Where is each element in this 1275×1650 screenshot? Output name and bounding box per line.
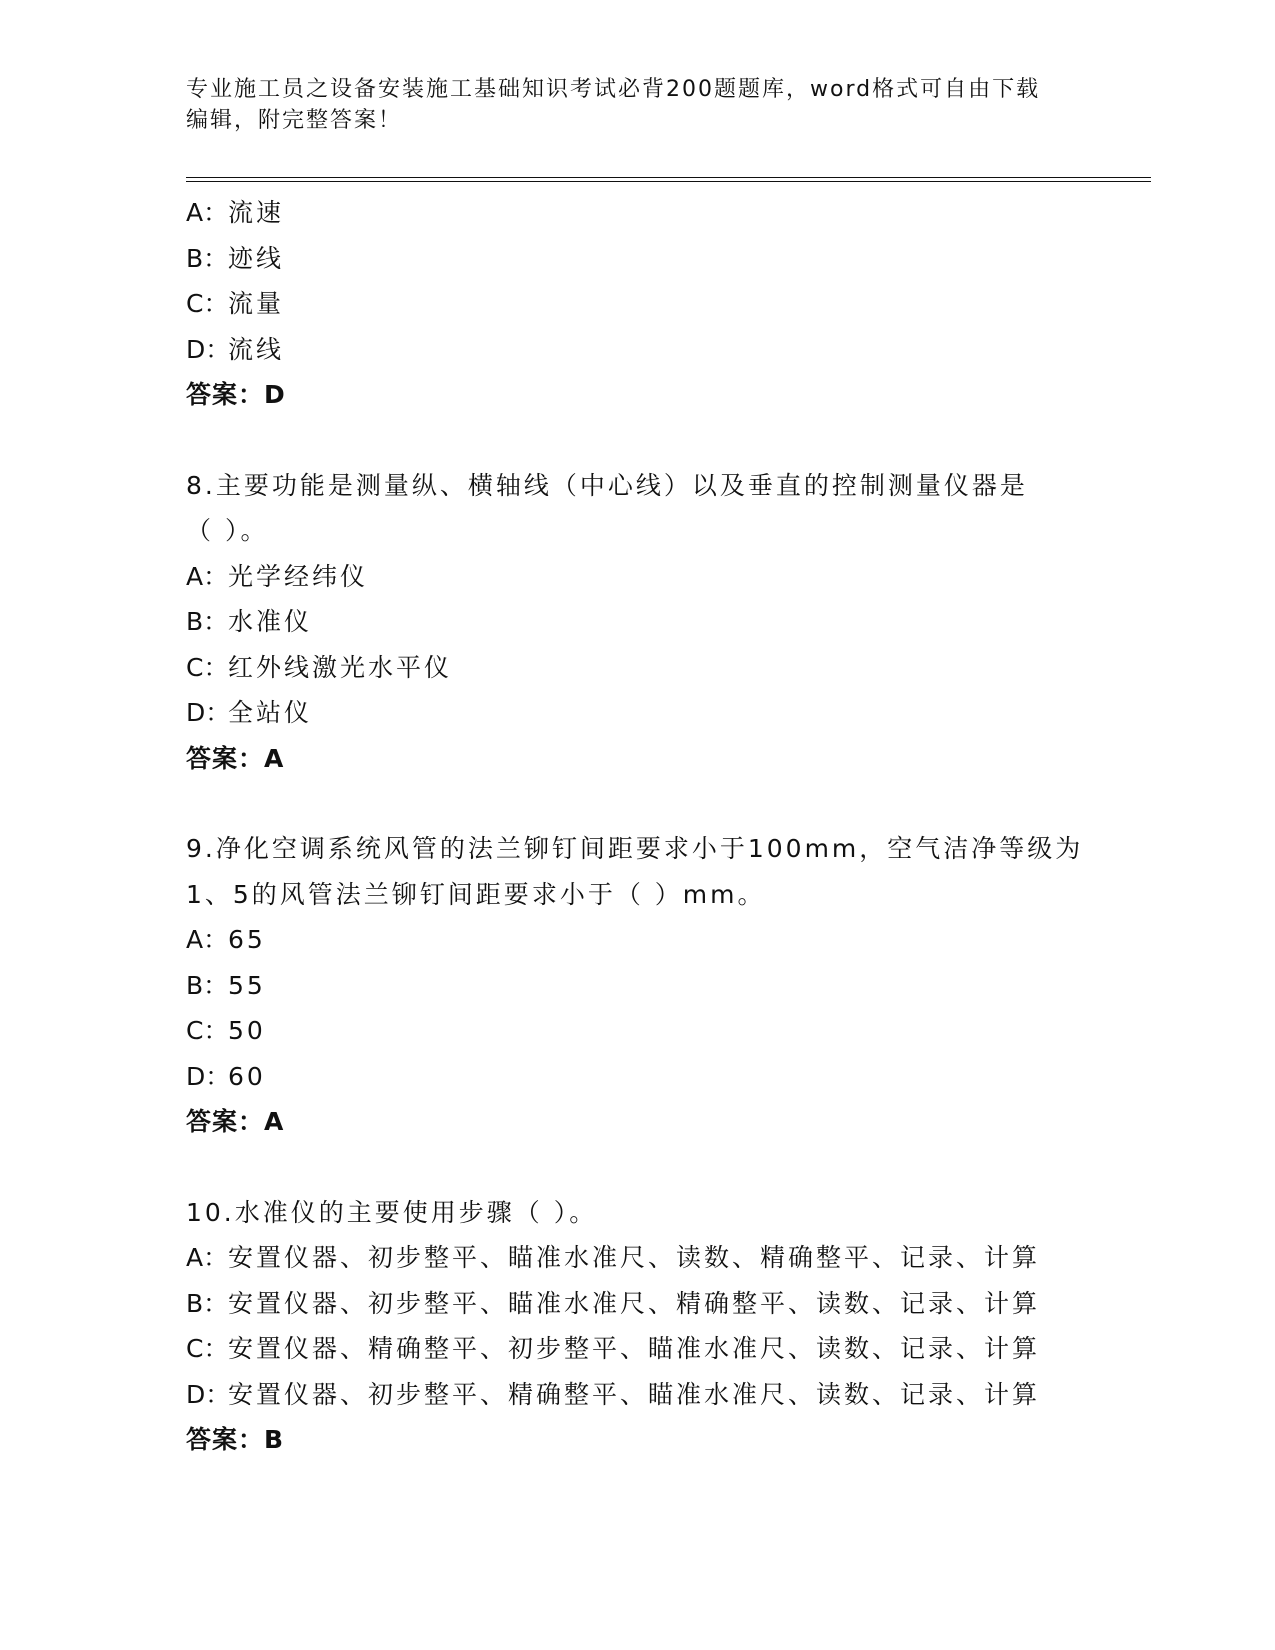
option-a: [186, 917, 1136, 963]
option-key: D：: [186, 698, 231, 727]
option-key: C：: [186, 1016, 229, 1045]
option-a: [186, 190, 1136, 236]
answer: 答案：A: [186, 743, 285, 773]
option-c: [186, 645, 1136, 691]
answer: 答案：A: [186, 1107, 285, 1136]
option-key: B：: [186, 607, 229, 636]
option-key: A：: [186, 561, 229, 591]
option-key: D：: [186, 1061, 231, 1091]
option-text: 安置仪器、初步整平、瞄准水准尺、精确整平、读数、记录、计算: [228, 1288, 1041, 1318]
option-text: 50: [228, 1016, 266, 1045]
option-text: 水准仪: [228, 607, 313, 636]
question-text-line-1: 9.净化空调系统风管的法兰铆钉间距要求小于100mm，空气洁净等级为: [186, 834, 1084, 863]
option-key: A：: [186, 925, 229, 954]
option-text: 流量: [228, 289, 285, 318]
option-key: B：: [186, 243, 229, 273]
question-text-line-1: 8.主要功能是测量纵、横轴线（中心线）以及垂直的控制测量仪器是: [186, 470, 1028, 500]
question-text-line-2: （ ）。: [186, 516, 269, 545]
header-title-line-1: 专业施工员之设备安装施工基础知识考试必背200题题库，word格式可自由下载: [186, 77, 1041, 102]
option-b: [186, 1281, 1136, 1327]
header-divider: [186, 177, 1151, 182]
option-key: C：: [186, 1334, 229, 1363]
question-8: [186, 463, 1136, 782]
option-key: A：: [186, 1243, 229, 1272]
question-list: [186, 190, 1136, 1463]
answer: 答案：D: [186, 380, 286, 409]
option-key: C：: [186, 289, 229, 318]
option-key: B：: [186, 970, 229, 1000]
option-d: [186, 1372, 1136, 1418]
spacer: [186, 1145, 1136, 1190]
option-b: [186, 236, 1136, 282]
option-key: D：: [186, 334, 231, 364]
question-9: [186, 826, 1136, 1145]
option-text: 安置仪器、初步整平、瞄准水准尺、读数、精确整平、记录、计算: [228, 1243, 1041, 1272]
option-text: 全站仪: [228, 698, 313, 727]
option-c: [186, 281, 1136, 327]
option-b: [186, 963, 1136, 1009]
option-text: 65: [228, 925, 266, 954]
option-text: 安置仪器、精确整平、初步整平、瞄准水准尺、读数、记录、计算: [228, 1334, 1041, 1363]
option-d: [186, 327, 1136, 373]
spacer: [186, 781, 1136, 826]
option-text: 流速: [228, 198, 285, 227]
option-text: 流线: [228, 334, 285, 364]
option-a: [186, 554, 1136, 600]
option-d: [186, 690, 1136, 736]
header-title-line-2: 编辑，附完整答案！: [186, 108, 403, 133]
question-7: [186, 190, 1136, 418]
option-d: [186, 1054, 1136, 1100]
question-text-line-2: 1、5的风管法兰铆钉间距要求小于（ ）mm。: [186, 879, 766, 909]
option-key: B：: [186, 1288, 229, 1318]
option-key: A：: [186, 198, 229, 227]
option-key: D：: [186, 1379, 231, 1409]
option-key: C：: [186, 652, 229, 682]
spacer: [186, 418, 1136, 463]
question-text-line-1: 10.水准仪的主要使用步骤（ ）。: [186, 1197, 598, 1227]
question-10: [186, 1190, 1136, 1463]
option-text: 迹线: [228, 243, 285, 273]
document-header: [186, 74, 1086, 136]
option-a: [186, 1235, 1136, 1281]
option-text: 光学经纬仪: [228, 561, 369, 591]
option-text: 安置仪器、初步整平、精确整平、瞄准水准尺、读数、记录、计算: [228, 1379, 1041, 1409]
option-c: [186, 1326, 1136, 1372]
answer: 答案：B: [186, 1425, 285, 1454]
option-c: [186, 1008, 1136, 1054]
option-text: 红外线激光水平仪: [228, 652, 453, 682]
option-b: [186, 599, 1136, 645]
option-text: 60: [228, 1061, 266, 1091]
option-text: 55: [228, 970, 266, 1000]
